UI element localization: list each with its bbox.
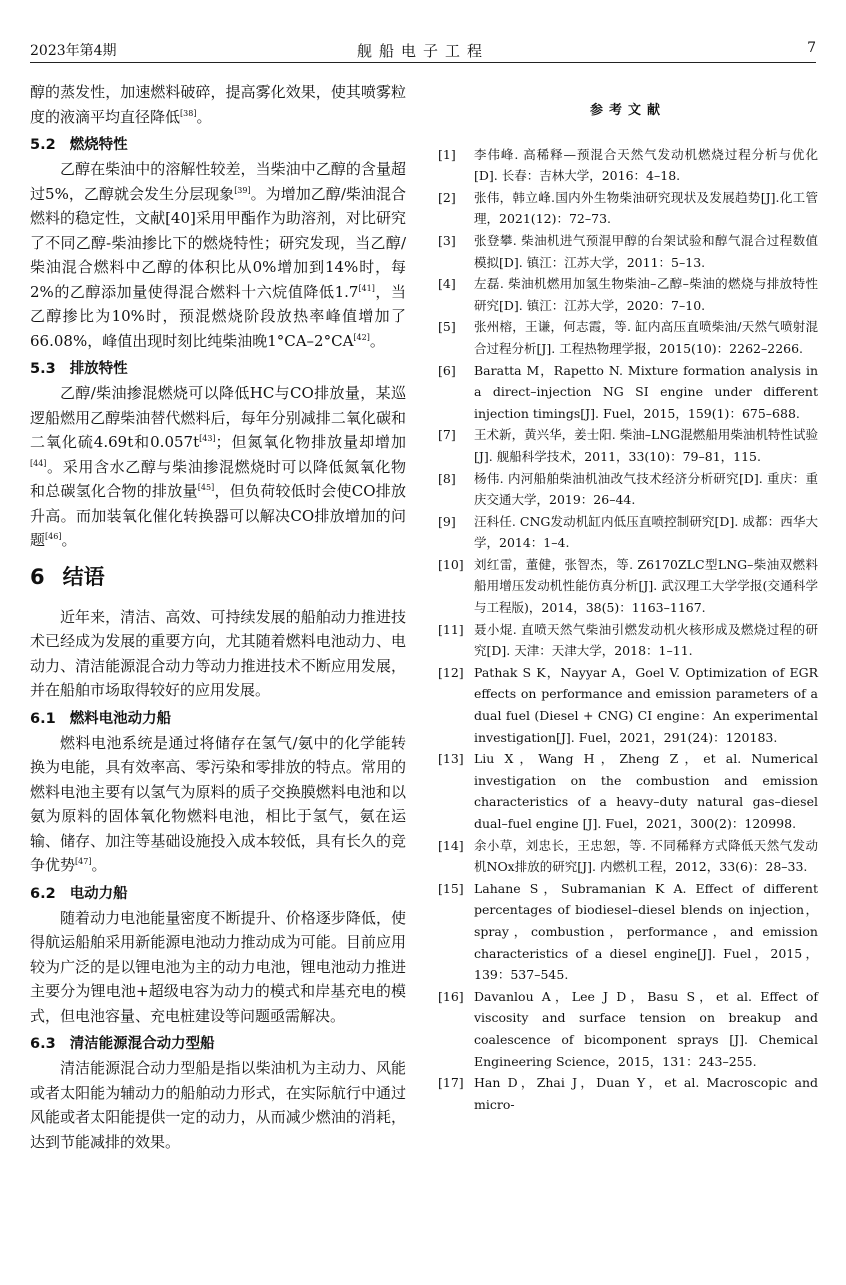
- section-heading-5-3: 5.3 排放特性: [30, 361, 128, 377]
- reference-text: 杨伟. 内河船舶柴油机油改气技术经济分析研究[D]. 重庆：重庆交通大学，2019：26–44.: [474, 470, 818, 508]
- reference-item: [438, 424, 818, 467]
- reference-text: Liu X，Wang H，Zheng Z，et al. Numerical investigation on the combustion and emission characteristics of a heavy–duty natural gas–diesel dual–fuel engine [J]. Fuel，2021，300(2)：120998.: [474, 751, 818, 831]
- citation: [38]: [180, 108, 197, 118]
- references-column: [438, 80, 818, 1115]
- paragraph: 醇的蒸发性，加速燃料破碎，提高雾化效果，使其喷雾粒度的液滴平均直径降低[38]。: [30, 83, 406, 126]
- reference-index: [6]: [438, 362, 456, 378]
- reference-index: [9]: [438, 513, 456, 529]
- reference-item: [438, 360, 818, 425]
- section-heading-6-3: 6.3 清洁能源混合动力型船: [30, 1036, 215, 1052]
- citation: [39]: [234, 185, 251, 195]
- citation: [46]: [45, 532, 62, 541]
- reference-item: [438, 187, 818, 230]
- paragraph: 清洁能源混合动力型船是指以柴油机为主动力、风能或者太阳能为辅动力的船舶动力形式，在实际航行中通过风能或者太阳能提供一定的动力，从而减少燃油的消耗，达到节能减排的效果。: [30, 1059, 406, 1151]
- reference-text: 聂小焜. 直喷天然气柴油引燃发动机火核形成及燃烧过程的研究[D]. 天津：天津大学，2018：1–11.: [474, 621, 818, 659]
- citation: [43]: [199, 434, 216, 443]
- reference-index: [3]: [438, 232, 456, 248]
- reference-item: [438, 835, 818, 878]
- issue-label: 2023年第4期: [30, 43, 117, 59]
- reference-index: [17]: [438, 1075, 464, 1091]
- reference-item: [438, 619, 818, 662]
- reference-index: [16]: [438, 988, 464, 1004]
- reference-text: 刘红雷，董健，张智杰，等. Z6170ZLC型LNG–柴油双燃料船用增压发动机性能仿真分析[J]. 武汉理工大学学报(交通科学与工程版)，2014，38(5)：1163–1167.: [474, 556, 818, 616]
- paragraph: 乙醇/柴油掺混燃烧可以降低HC与CO排放量，某巡逻船燃用乙醇柴油替代燃料后，每年分别减排二氧化碳和二氧化硫4.69t和0.057t[43]；但氮氧化物排放量却增加[44]。采用含水乙醇与柴油掺混燃烧时可以降低氮氧化物和总碳氢化合物的排放量[45]，但负荷较低时会使CO排放升高。而加装氧化催化转换器可以解决CO排放增加的问题[46]。: [30, 384, 406, 549]
- paragraph: 乙醇在柴油中的溶解性较差，当柴油中乙醇的含量超过5%，乙醇就会发生分层现象[39]。为增加乙醇/柴油混合燃料的稳定性，文献[40]采用甲酯作为助溶剂，对比研究了不同乙醇-柴油掺比下的燃烧特性；研究发现，当乙醇/柴油混合燃料中乙醇的体积比从0%增加到14%时，每2%的乙醇添加量使得混合燃料十六烷值降低1.7[41]，当乙醇掺比为10%时，预混燃烧阶段放热率峰值增加了66.08%，峰值出现时刻比纯柴油晚1°CA–2°CA[42]。: [30, 160, 406, 350]
- reference-item: [438, 662, 818, 748]
- reference-item: [438, 511, 818, 554]
- paragraph: 随着动力电池能量密度不断提升、价格逐步降低，使得航运船舶采用新能源电池动力推动成为可能。目前应用较为广泛的是以锂电池为主的动力电池，锂电池动力推进主要分为锂电池+超级电容为动力的模式和岸基充电的模式，但电池容量、充电桩建设等问题亟需解决。: [30, 908, 406, 1025]
- reference-index: [14]: [438, 837, 464, 853]
- citation: [45]: [197, 483, 215, 492]
- reference-index: [4]: [438, 276, 456, 292]
- reference-list: [438, 144, 818, 1116]
- section-heading-5-2: 5.2 燃烧特性: [30, 137, 128, 153]
- reference-text: Lahane S，Subramanian K A. Effect of different percentages of biodiesel–diesel blends on injection，spray，combustion，performance，and emission characteristics of a diesel engine[J]. Fuel，2015，139：537–545.: [474, 880, 818, 983]
- reference-index: [5]: [438, 319, 456, 335]
- reference-text: Davanlou A，Lee J D，Basu S，et al. Effect of viscosity and surface tension on breakup and coalescence of bicomponent sprays [J]. Chemical Engineering Science，2015，131：243–255.: [474, 988, 818, 1069]
- reference-index: [7]: [438, 427, 456, 443]
- reference-item: [438, 468, 818, 511]
- reference-text: 张登攀. 柴油机进气预混甲醇的台架试验和醇气混合过程数值模拟[D]. 镇江：江苏大学，2011：5–13.: [474, 232, 818, 270]
- reference-text: 余小草，刘忠长，王忠恕，等. 不同稀释方式降低天然气发动机NOx排放的研究[J]. 内燃机工程，2012，33(6)：28–33.: [474, 837, 818, 875]
- citation: [47]: [75, 857, 92, 866]
- paragraph: 燃料电池系统是通过将储存在氢气/氨中的化学能转换为电能，具有效率高、零污染和零排放的特点。常用的燃料电池主要有以氢气为原料的质子交换膜燃料电池和以氨为原料的固体氧化物燃料电池，相比于氢气，氨在运输、储存、加注等基础设施投入成本较低，具有长久的竞争优势[47]。: [30, 733, 406, 874]
- section-heading-6-1: 6.1 燃料电池动力船: [30, 710, 172, 727]
- reference-text: Han D，Zhai J，Duan Y，et al. Macroscopic and micro-: [474, 1075, 818, 1112]
- references-title: 参考文献: [589, 103, 666, 118]
- reference-index: [11]: [438, 621, 464, 637]
- citation: [44]: [30, 458, 47, 468]
- reference-text: 张州榕，王谦，何志霞，等. 缸内高压直喷柴油/天然气喷射混合过程分析[J]. 工程热物理学报，2015(10)：2262–2266.: [474, 319, 818, 356]
- reference-item: [438, 273, 818, 316]
- reference-text: Pathak S K，Nayyar A，Goel V. Optimization of EGR effects on performance and emission parameters of a dual fuel (Diesel + CNG) CI engine：An experimental investigation[J]. Fuel，2021，291(24)：120183.: [474, 664, 818, 745]
- reference-index: [15]: [438, 880, 464, 896]
- journal-title: 舰船电子工程: [356, 42, 489, 60]
- paragraph: 近年来，清洁、高效、可持续发展的船舶动力推进技术已经成为发展的重要方向，尤其随着燃料电池动力、电动力、清洁能源混合动力等动力推进技术不断应用发展，并在船舶市场取得较好的应用发展。: [30, 607, 406, 699]
- reference-item: [438, 144, 818, 187]
- reference-item: [438, 554, 818, 619]
- reference-item: [438, 986, 818, 1072]
- reference-text: Baratta M，Rapetto N. Mixture formation analysis in a direct–injection NG SI engine under different injection timings[J]. Fuel，2015，159(1)：675–688.: [474, 362, 818, 421]
- reference-item: [438, 1072, 818, 1115]
- reference-index: [12]: [438, 664, 464, 680]
- citation: [42]: [353, 332, 370, 342]
- reference-text: 李伟峰. 高稀释—预混合天然气发动机燃烧过程分析与优化[D]. 长春：吉林大学，2016：4–18.: [474, 146, 818, 184]
- reference-index: [13]: [438, 751, 464, 767]
- reference-index: [1]: [438, 146, 456, 162]
- reference-text: 左磊. 柴油机燃用加氢生物柴油–乙醇–柴油的燃烧与排放特性研究[D]. 镇江：江苏大学，2020：7–10.: [474, 276, 818, 313]
- reference-text: 张伟，韩立峰.国内外生物柴油研究现状及发展趋势[J].化工管理，2021(12)：72–73.: [474, 189, 818, 227]
- reference-item: [438, 748, 818, 834]
- reference-text: 汪科任. CNG发动机缸内低压直喷控制研究[D]. 成都：西华大学，2014：1–4.: [474, 513, 818, 551]
- reference-item: [438, 316, 818, 359]
- left-column: [30, 80, 406, 1154]
- reference-text: 王术新，黄兴华，姜士阳. 柴油–LNG混燃船用柴油机特性试验[J]. 舰船科学技术，2011，33(10)：79–81，115.: [474, 427, 818, 464]
- section-heading-6: 6 结语: [30, 564, 105, 589]
- section-heading-6-2: 6.2 电动力船: [30, 885, 128, 902]
- citation: [41]: [358, 283, 375, 293]
- page-header: [30, 40, 816, 63]
- page-number: 7: [807, 40, 816, 56]
- reference-index: [10]: [438, 556, 464, 572]
- reference-index: [2]: [438, 189, 456, 205]
- reference-item: [438, 878, 818, 986]
- reference-index: [8]: [438, 470, 456, 486]
- reference-item: [438, 230, 818, 273]
